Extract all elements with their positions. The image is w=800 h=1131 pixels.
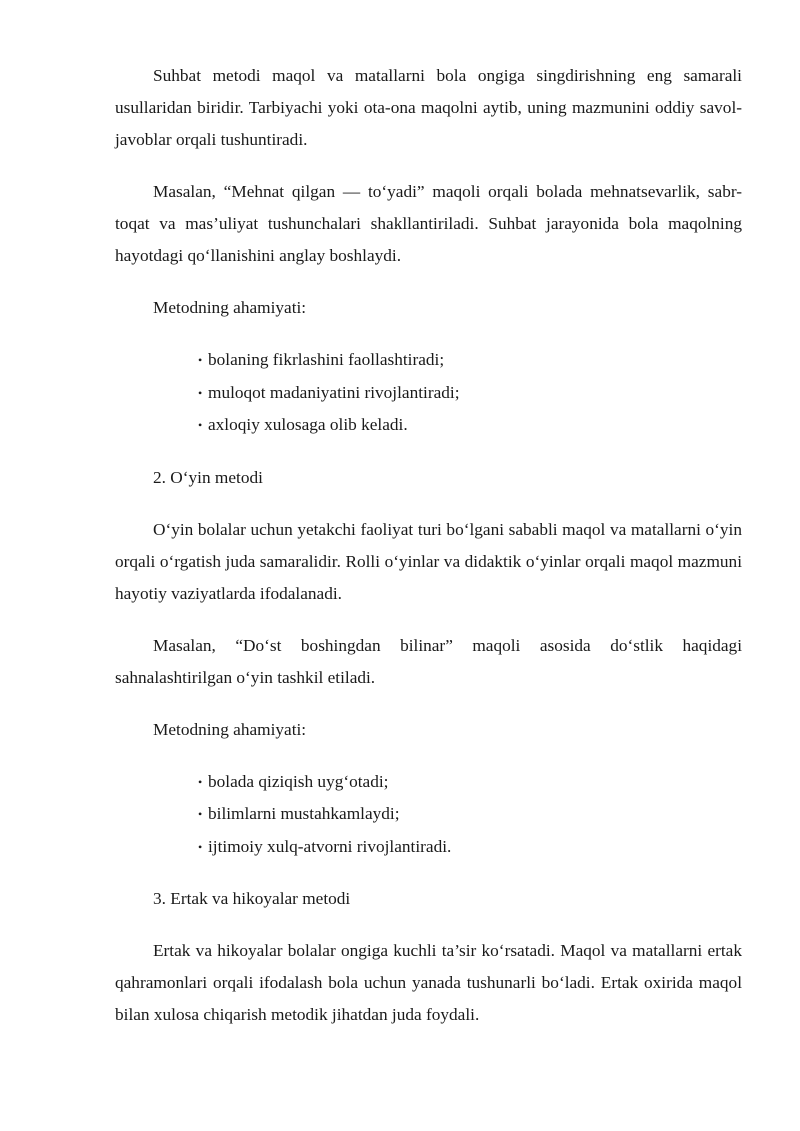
list-item-text: bilimlarni mustahkamlaydi; [208,804,400,823]
bullet-icon: • [198,839,203,854]
list-item [198,377,742,410]
list-item [198,831,742,864]
list-item [198,344,742,377]
bullet-list-1 [115,344,742,442]
bullet-icon: • [198,353,203,367]
list-item-text: bolada qiziqish uyg‘otadi; [208,771,389,791]
paragraph-oyin-intro: O‘yin bolalar uchun yetakchi faoliyat turi bo‘lgani sababli maqol va matallarni o‘yin orqali o‘rgatish juda samaralidir. Rolli o‘yinlar va didaktik o‘yinlar orqali maqol mazmuni hayotiy vaziyatlarda ifodalanadi. [115,519,742,603]
list-item [198,798,742,831]
paragraph-ertak-intro: Ertak va hikoyalar bolalar ongiga kuchli ta’sir ko‘rsatadi. Maqol va matallarni ertak qahramonlari orqali ifodalash bola uchun yanada tushunarli bo‘ladi. Ertak oxirida maqol bilan xulosa chiqarish metodik jihatdan juda foydali. [115,941,742,1024]
bullet-icon: • [198,385,203,400]
list-item-text: ijtimoiy xulq-atvorni rivojlantiradi. [208,836,452,856]
paragraph-suhbat-intro: Suhbat metodi maqol va matallarni bola ongiga singdirishning eng samarali usullaridan biridir. Tarbiyachi yoki ota-ona maqolni aytib, uning mazmunini oddiy savol-javoblar orqali tushuntiradi. [115,66,742,149]
document-page [115,60,742,1031]
paragraph-suhbat-example: Masalan, “Mehnat qilgan — to‘yadi” maqoli orqali bolada mehnatsevarlik, sabr-toqat va mas’uliyat tushunchalari shakllantiriladi. Suhbat jarayonida bola maqolning hayotdagi qo‘llanishini anglay boshlaydi. [115,182,742,265]
section-heading-oyin-metodi: 2. O‘yin metodi [153,467,263,487]
list-item-text: bolaning fikrlashini faollashtiradi; [208,350,445,369]
list-item [198,766,742,799]
bullet-icon: • [198,774,203,789]
bullet-icon: • [198,807,203,821]
section-lead-importance-1: Metodning ahamiyati: [153,298,307,317]
section-lead-importance-2: Metodning ahamiyati: [153,719,307,739]
bullet-list-2 [115,766,742,864]
bullet-icon: • [198,418,203,432]
list-item-text: muloqot madaniyatini rivojlantiradi; [208,382,460,402]
paragraph-oyin-example: Masalan, “Do‘st boshingdan bilinar” maqoli asosida do‘stlik haqidagi sahnalashtirilgan o‘yin tashkil etiladi. [115,635,742,687]
list-item [198,409,742,442]
list-item-text: axloqiy xulosaga olib keladi. [208,415,408,434]
section-heading-ertak-metodi: 3. Ertak va hikoyalar metodi [153,889,351,908]
